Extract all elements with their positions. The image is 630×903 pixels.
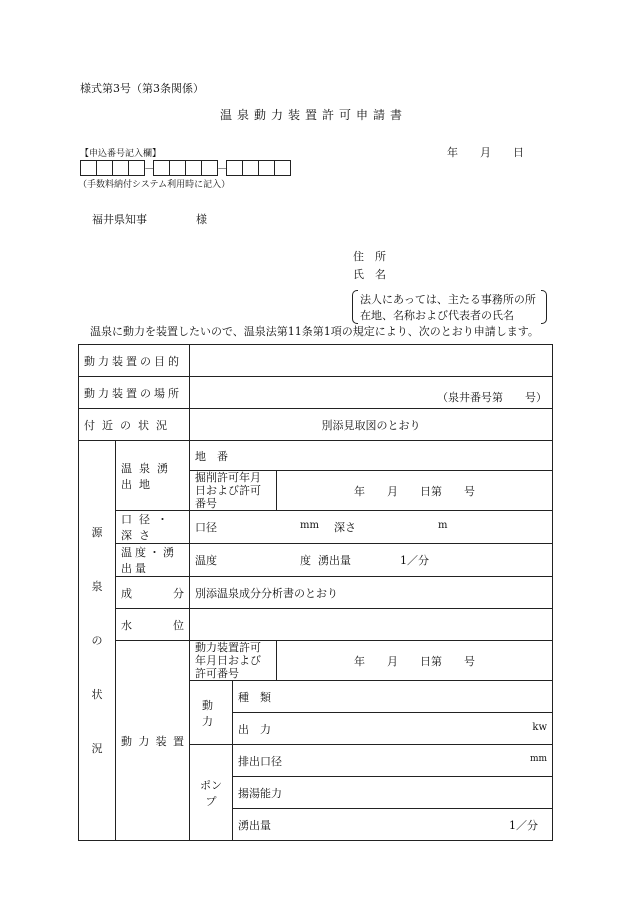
number-box[interactable] [201, 160, 218, 176]
number-box[interactable] [80, 160, 97, 176]
table-row [79, 511, 553, 544]
pump-capacity-label: 揚湯能力 [238, 786, 282, 800]
document-title: 温泉動力装置許可申請書 [220, 108, 408, 122]
type-label: 種 類 [238, 690, 271, 704]
temperature-unit: 度 [300, 554, 311, 567]
diameter-depth-label: 口径・深さ [116, 511, 190, 544]
lot-number-field[interactable] [190, 441, 553, 471]
component-label: 成 分 [116, 577, 190, 609]
application-date[interactable]: 年 月 日 [447, 146, 524, 159]
separator: － [217, 161, 228, 175]
number-box[interactable] [96, 160, 113, 176]
pump-flow-field[interactable] [233, 809, 553, 841]
pump-label: ポンプ [190, 745, 233, 841]
table-row [79, 409, 553, 441]
application-number-label: 【申込番号記入欄】 [80, 149, 162, 159]
temp-flow-field[interactable] [190, 544, 553, 577]
addressee-name: 福井県知事 [92, 213, 147, 226]
number-box[interactable] [226, 160, 243, 176]
water-level-label: 水 位 [116, 609, 190, 641]
location-label: 動力装置の場所 [79, 377, 190, 409]
number-box[interactable] [153, 160, 170, 176]
motor-type-field[interactable] [233, 681, 553, 713]
purpose-label: 動力装置の目的 [79, 345, 190, 377]
power-permit-value[interactable]: 年 月 日第 号 [277, 641, 553, 681]
diameter-unit: mm [300, 520, 319, 531]
separator: － [144, 161, 155, 175]
surroundings-value: 別添見取図のとおり [190, 409, 553, 441]
outlet-diameter-unit: mm [529, 754, 548, 764]
table-row [79, 609, 553, 641]
application-statement: 温泉に動力を装置したいので、温泉法第11条第1項の規定により、次のとおり申請します。 [90, 325, 539, 338]
pump-flow-label: 湧出量 [238, 818, 271, 832]
spring-location-label: 温泉湧出地 [116, 441, 190, 511]
table-row [79, 544, 553, 577]
flow-label: 湧出量 [318, 554, 351, 567]
temperature-label: 温度 [195, 554, 217, 567]
bracket-left [352, 290, 358, 324]
number-box[interactable] [169, 160, 186, 176]
number-box[interactable] [112, 160, 129, 176]
corporation-note-line-1: 法人にあっては、主たる事務所の所 [360, 293, 536, 306]
well-number: （泉井番号第 号） [437, 391, 548, 404]
applicant-name-label: 氏 名 [353, 268, 386, 281]
table-row [79, 441, 553, 471]
number-box[interactable] [185, 160, 202, 176]
number-box[interactable] [242, 160, 259, 176]
excavation-permit-value[interactable]: 年 月 日第 号 [277, 471, 553, 511]
application-number-boxes[interactable] [80, 159, 290, 176]
application-number-note: （手数料納付システム利用時に記入） [78, 180, 231, 190]
diameter-label: 口径 [195, 521, 217, 534]
pump-capacity-field[interactable] [233, 777, 553, 809]
pump-flow-unit: 1／分 [509, 819, 539, 832]
flow-unit: 1／分 [400, 554, 429, 567]
diameter-depth-field[interactable] [190, 511, 553, 544]
table-row [79, 577, 553, 609]
addressee-honorific: 様 [196, 213, 207, 226]
outlet-diameter-label: 排出口径 [238, 754, 282, 768]
output-unit: kw [532, 722, 548, 733]
outlet-diameter-field[interactable] [233, 745, 553, 777]
motor-output-field[interactable] [233, 713, 553, 745]
component-value: 別添温泉成分分析書のとおり [190, 577, 553, 609]
temp-flow-label: 温度・湧出量 [116, 544, 190, 577]
corporation-note-line-2: 在地、名称および代表者の氏名 [360, 309, 514, 322]
form-number: 様式第3号（第3条関係） [80, 82, 204, 95]
surroundings-label: 付近の状況 [79, 409, 190, 441]
source-status-label: 源 泉 の 状 況 [79, 441, 116, 841]
table-row [79, 345, 553, 377]
bracket-right [541, 290, 547, 324]
application-table [78, 344, 553, 841]
power-permit-label: 動力装置許可年月日および許可番号 [190, 641, 277, 681]
table-row [79, 377, 553, 409]
water-level-field[interactable] [190, 609, 553, 641]
location-field[interactable] [190, 377, 553, 409]
purpose-field[interactable] [190, 345, 553, 377]
excavation-permit-label: 掘削許可年月日および許可番号 [190, 471, 277, 511]
table-row [79, 641, 553, 681]
number-box[interactable] [258, 160, 275, 176]
number-box[interactable] [274, 160, 291, 176]
motor-label: 動力 [190, 681, 233, 745]
number-box[interactable] [128, 160, 145, 176]
depth-label: 深さ [334, 521, 356, 534]
output-label: 出 力 [238, 722, 271, 736]
depth-unit: m [438, 520, 448, 531]
applicant-address-label: 住 所 [353, 250, 386, 263]
power-device-label: 動 力 装 置 [116, 641, 190, 841]
corporation-note-bracket [352, 290, 547, 324]
lot-number-label: 地 番 [195, 449, 228, 463]
